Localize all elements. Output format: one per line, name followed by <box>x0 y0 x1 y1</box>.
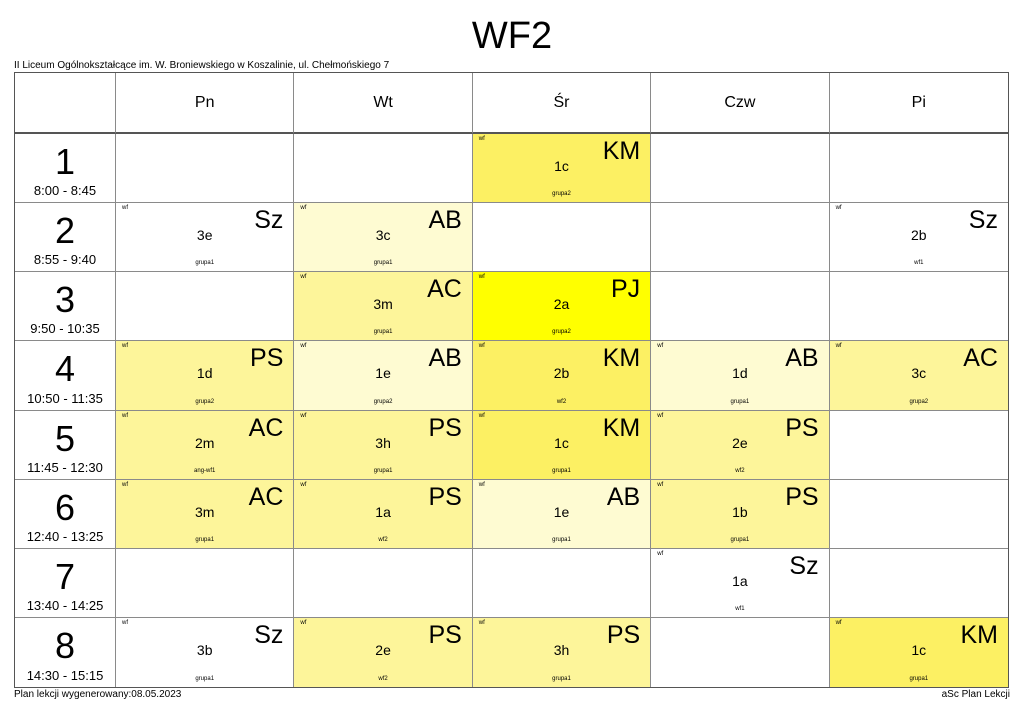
lesson-class: 2e <box>732 434 748 451</box>
app-credit: aSc Plan Lekcji <box>941 689 1010 700</box>
period-cell <box>15 134 116 203</box>
lesson-teacher: Sz <box>254 206 284 235</box>
day-header: Śr <box>473 73 651 134</box>
period-number: 8 <box>54 624 76 666</box>
lesson-cell[interactable] <box>651 341 829 410</box>
empty-cell <box>473 203 651 272</box>
lesson-subject: wf <box>122 205 128 212</box>
empty-cell <box>830 480 1008 549</box>
period-time: 13:40 - 14:25 <box>26 597 104 613</box>
lesson-group: grupa2 <box>552 329 571 336</box>
period-time: 8:00 - 8:45 <box>33 183 97 199</box>
lesson-cell[interactable] <box>116 480 294 549</box>
school-name: II Liceum Ogólnokształcące im. W. Broniewskiego w Koszalinie, ul. Chełmońskiego 7 <box>14 60 390 71</box>
lesson-subject: wf <box>657 343 664 350</box>
period-time: 9:50 - 10:35 <box>30 321 100 337</box>
lesson-group: grupa1 <box>730 536 750 543</box>
period-time: 14:30 - 15:15 <box>26 668 104 683</box>
lesson-group: grupa2 <box>909 398 929 405</box>
period-cell <box>15 618 116 687</box>
lesson-cell[interactable] <box>294 618 472 687</box>
lesson-group: wf1 <box>914 260 924 267</box>
day-header: Pn <box>116 73 294 134</box>
lesson-class: 3e <box>196 227 213 244</box>
lesson-cell[interactable] <box>830 203 1008 272</box>
empty-cell <box>651 618 829 687</box>
lesson-subject: wf <box>300 619 307 626</box>
period-time: 10:50 - 11:35 <box>27 390 103 406</box>
lesson-cell[interactable] <box>651 411 829 480</box>
lesson-group: grupa1 <box>195 676 215 682</box>
empty-cell <box>294 134 472 203</box>
lesson-teacher: PS <box>785 482 819 511</box>
lesson-teacher: AB <box>785 344 819 373</box>
lesson-class: 2m <box>194 434 215 451</box>
lesson-class: 3h <box>553 641 570 658</box>
lesson-teacher: PJ <box>611 275 641 304</box>
period-time: 11:45 - 12:30 <box>27 459 103 475</box>
lesson-teacher: AB <box>606 482 641 511</box>
empty-cell <box>116 549 294 618</box>
period-number: 6 <box>54 486 76 528</box>
lesson-class: 1a <box>375 503 391 520</box>
lesson-teacher: PS <box>785 413 819 442</box>
day-header: Czw <box>651 73 829 134</box>
lesson-subject: wf <box>122 343 128 350</box>
lesson-class: 1e <box>375 365 391 382</box>
lesson-subject: wf <box>122 619 128 626</box>
period-cell <box>15 549 116 618</box>
lesson-group: grupa2 <box>552 191 571 198</box>
empty-cell <box>830 134 1008 203</box>
period-number: 4 <box>54 348 76 390</box>
empty-cell <box>473 549 651 618</box>
empty-cell <box>651 203 829 272</box>
period-cell <box>15 480 116 549</box>
lesson-subject: wf <box>122 481 128 488</box>
lesson-cell[interactable] <box>116 341 294 410</box>
lesson-subject: wf <box>478 481 485 488</box>
lesson-cell[interactable] <box>473 341 651 410</box>
lesson-subject: wf <box>835 619 842 626</box>
lesson-class: 3h <box>375 434 391 451</box>
lesson-cell[interactable] <box>294 480 472 549</box>
lesson-cell[interactable] <box>651 549 829 618</box>
lesson-class: 1c <box>554 158 569 174</box>
lesson-teacher: Sz <box>968 206 998 235</box>
day-header: Pi <box>830 73 1008 134</box>
lesson-cell[interactable] <box>294 411 472 480</box>
lesson-subject: wf <box>657 550 664 557</box>
period-cell <box>15 203 116 272</box>
empty-cell <box>651 272 829 341</box>
lesson-teacher: AC <box>248 482 284 511</box>
lesson-subject: wf <box>478 274 485 281</box>
lesson-subject: wf <box>478 136 485 142</box>
generated-date: Plan lekcji wygenerowany:08.05.2023 <box>14 689 182 700</box>
empty-cell <box>651 134 829 203</box>
lesson-group: grupa1 <box>195 260 215 267</box>
lesson-class: 1d <box>196 365 213 382</box>
lesson-cell[interactable] <box>830 618 1008 687</box>
period-number: 3 <box>54 279 76 321</box>
lesson-teacher: AC <box>427 275 462 304</box>
lesson-group: wf1 <box>735 605 745 612</box>
lesson-group: wf2 <box>556 398 567 405</box>
lesson-group: grupa2 <box>373 398 393 405</box>
lesson-group: wf2 <box>378 676 388 682</box>
period-cell <box>15 411 116 480</box>
lesson-class: 3c <box>375 227 391 244</box>
lesson-group: grupa1 <box>373 329 393 336</box>
lesson-teacher: AB <box>428 206 462 235</box>
lesson-teacher: KM <box>602 137 641 165</box>
lesson-subject: wf <box>478 412 485 419</box>
lesson-subject: wf <box>300 274 307 281</box>
period-number: 2 <box>54 210 76 252</box>
lesson-teacher: AC <box>248 413 284 442</box>
lesson-group: grupa1 <box>373 260 393 267</box>
lesson-teacher: KM <box>602 413 641 442</box>
lesson-teacher: KM <box>960 620 998 649</box>
lesson-teacher: Sz <box>254 620 284 649</box>
lesson-teacher: Sz <box>789 551 819 580</box>
lesson-class: 1b <box>732 503 748 520</box>
lesson-teacher: AC <box>963 344 998 373</box>
corner-cell <box>15 73 116 134</box>
lesson-subject: wf <box>478 343 485 350</box>
period-time: 12:40 - 13:25 <box>26 528 104 544</box>
lesson-cell[interactable] <box>294 203 472 272</box>
lesson-subject: wf <box>835 205 842 212</box>
lesson-cell[interactable] <box>473 618 651 687</box>
period-cell <box>15 272 116 341</box>
lesson-cell[interactable] <box>116 618 294 687</box>
empty-cell <box>116 272 294 341</box>
lesson-group: grupa1 <box>552 676 571 682</box>
period-time: 8:55 - 9:40 <box>33 252 97 268</box>
lesson-subject: wf <box>122 412 128 419</box>
lesson-class: 2a <box>553 296 570 313</box>
empty-cell <box>830 411 1008 480</box>
day-header: Wt <box>294 73 472 134</box>
lesson-class: 3m <box>194 503 215 520</box>
lesson-group: ang-wf1 <box>194 467 216 474</box>
lesson-class: 3b <box>196 641 213 658</box>
lesson-group: wf2 <box>378 536 388 543</box>
lesson-group: grupa1 <box>730 398 750 405</box>
lesson-cell[interactable] <box>116 411 294 480</box>
empty-cell <box>116 134 294 203</box>
lesson-subject: wf <box>300 205 307 212</box>
period-cell <box>15 341 116 410</box>
lesson-teacher: PS <box>606 620 641 649</box>
lesson-class: 1d <box>732 365 748 382</box>
lesson-cell[interactable] <box>116 203 294 272</box>
lesson-teacher: PS <box>428 620 462 649</box>
lesson-subject: wf <box>657 412 664 419</box>
lesson-class: 2b <box>553 365 570 382</box>
lesson-group: grupa2 <box>195 398 215 405</box>
lesson-teacher: AB <box>428 344 462 373</box>
lesson-class: 1c <box>911 641 927 658</box>
lesson-group: grupa1 <box>909 676 929 682</box>
lesson-teacher: PS <box>428 482 462 511</box>
lesson-cell[interactable] <box>294 341 472 410</box>
lesson-cell[interactable] <box>473 134 651 203</box>
timetable-grid <box>14 72 1009 688</box>
lesson-cell[interactable] <box>473 272 651 341</box>
lesson-class: 3m <box>373 296 393 313</box>
lesson-group: wf2 <box>735 467 745 474</box>
page-title: WF2 <box>471 15 553 57</box>
lesson-subject: wf <box>657 481 664 488</box>
lesson-class: 1a <box>732 572 748 589</box>
period-number: 1 <box>54 141 76 182</box>
lesson-class: 2e <box>375 641 391 658</box>
lesson-cell[interactable] <box>473 411 651 480</box>
empty-cell <box>294 549 472 618</box>
empty-cell <box>830 272 1008 341</box>
lesson-subject: wf <box>300 481 307 488</box>
lesson-cell[interactable] <box>830 341 1008 410</box>
lesson-class: 1c <box>554 434 569 451</box>
lesson-subject: wf <box>300 343 307 350</box>
period-number: 5 <box>54 417 76 459</box>
lesson-cell[interactable] <box>294 272 472 341</box>
lesson-cell[interactable] <box>473 480 651 549</box>
lesson-class: 2b <box>911 227 927 244</box>
lesson-class: 3c <box>911 365 927 382</box>
lesson-class: 1e <box>553 503 570 520</box>
lesson-group: grupa1 <box>195 536 215 543</box>
lesson-teacher: PS <box>428 413 462 442</box>
lesson-cell[interactable] <box>651 480 829 549</box>
lesson-subject: wf <box>300 412 307 419</box>
lesson-teacher: PS <box>250 344 284 373</box>
lesson-group: grupa1 <box>373 467 393 474</box>
lesson-teacher: KM <box>602 344 641 373</box>
lesson-group: grupa1 <box>552 467 571 474</box>
period-number: 7 <box>54 555 76 597</box>
lesson-subject: wf <box>835 343 842 350</box>
empty-cell <box>830 549 1008 618</box>
lesson-group: grupa1 <box>552 536 571 543</box>
lesson-subject: wf <box>478 619 485 626</box>
